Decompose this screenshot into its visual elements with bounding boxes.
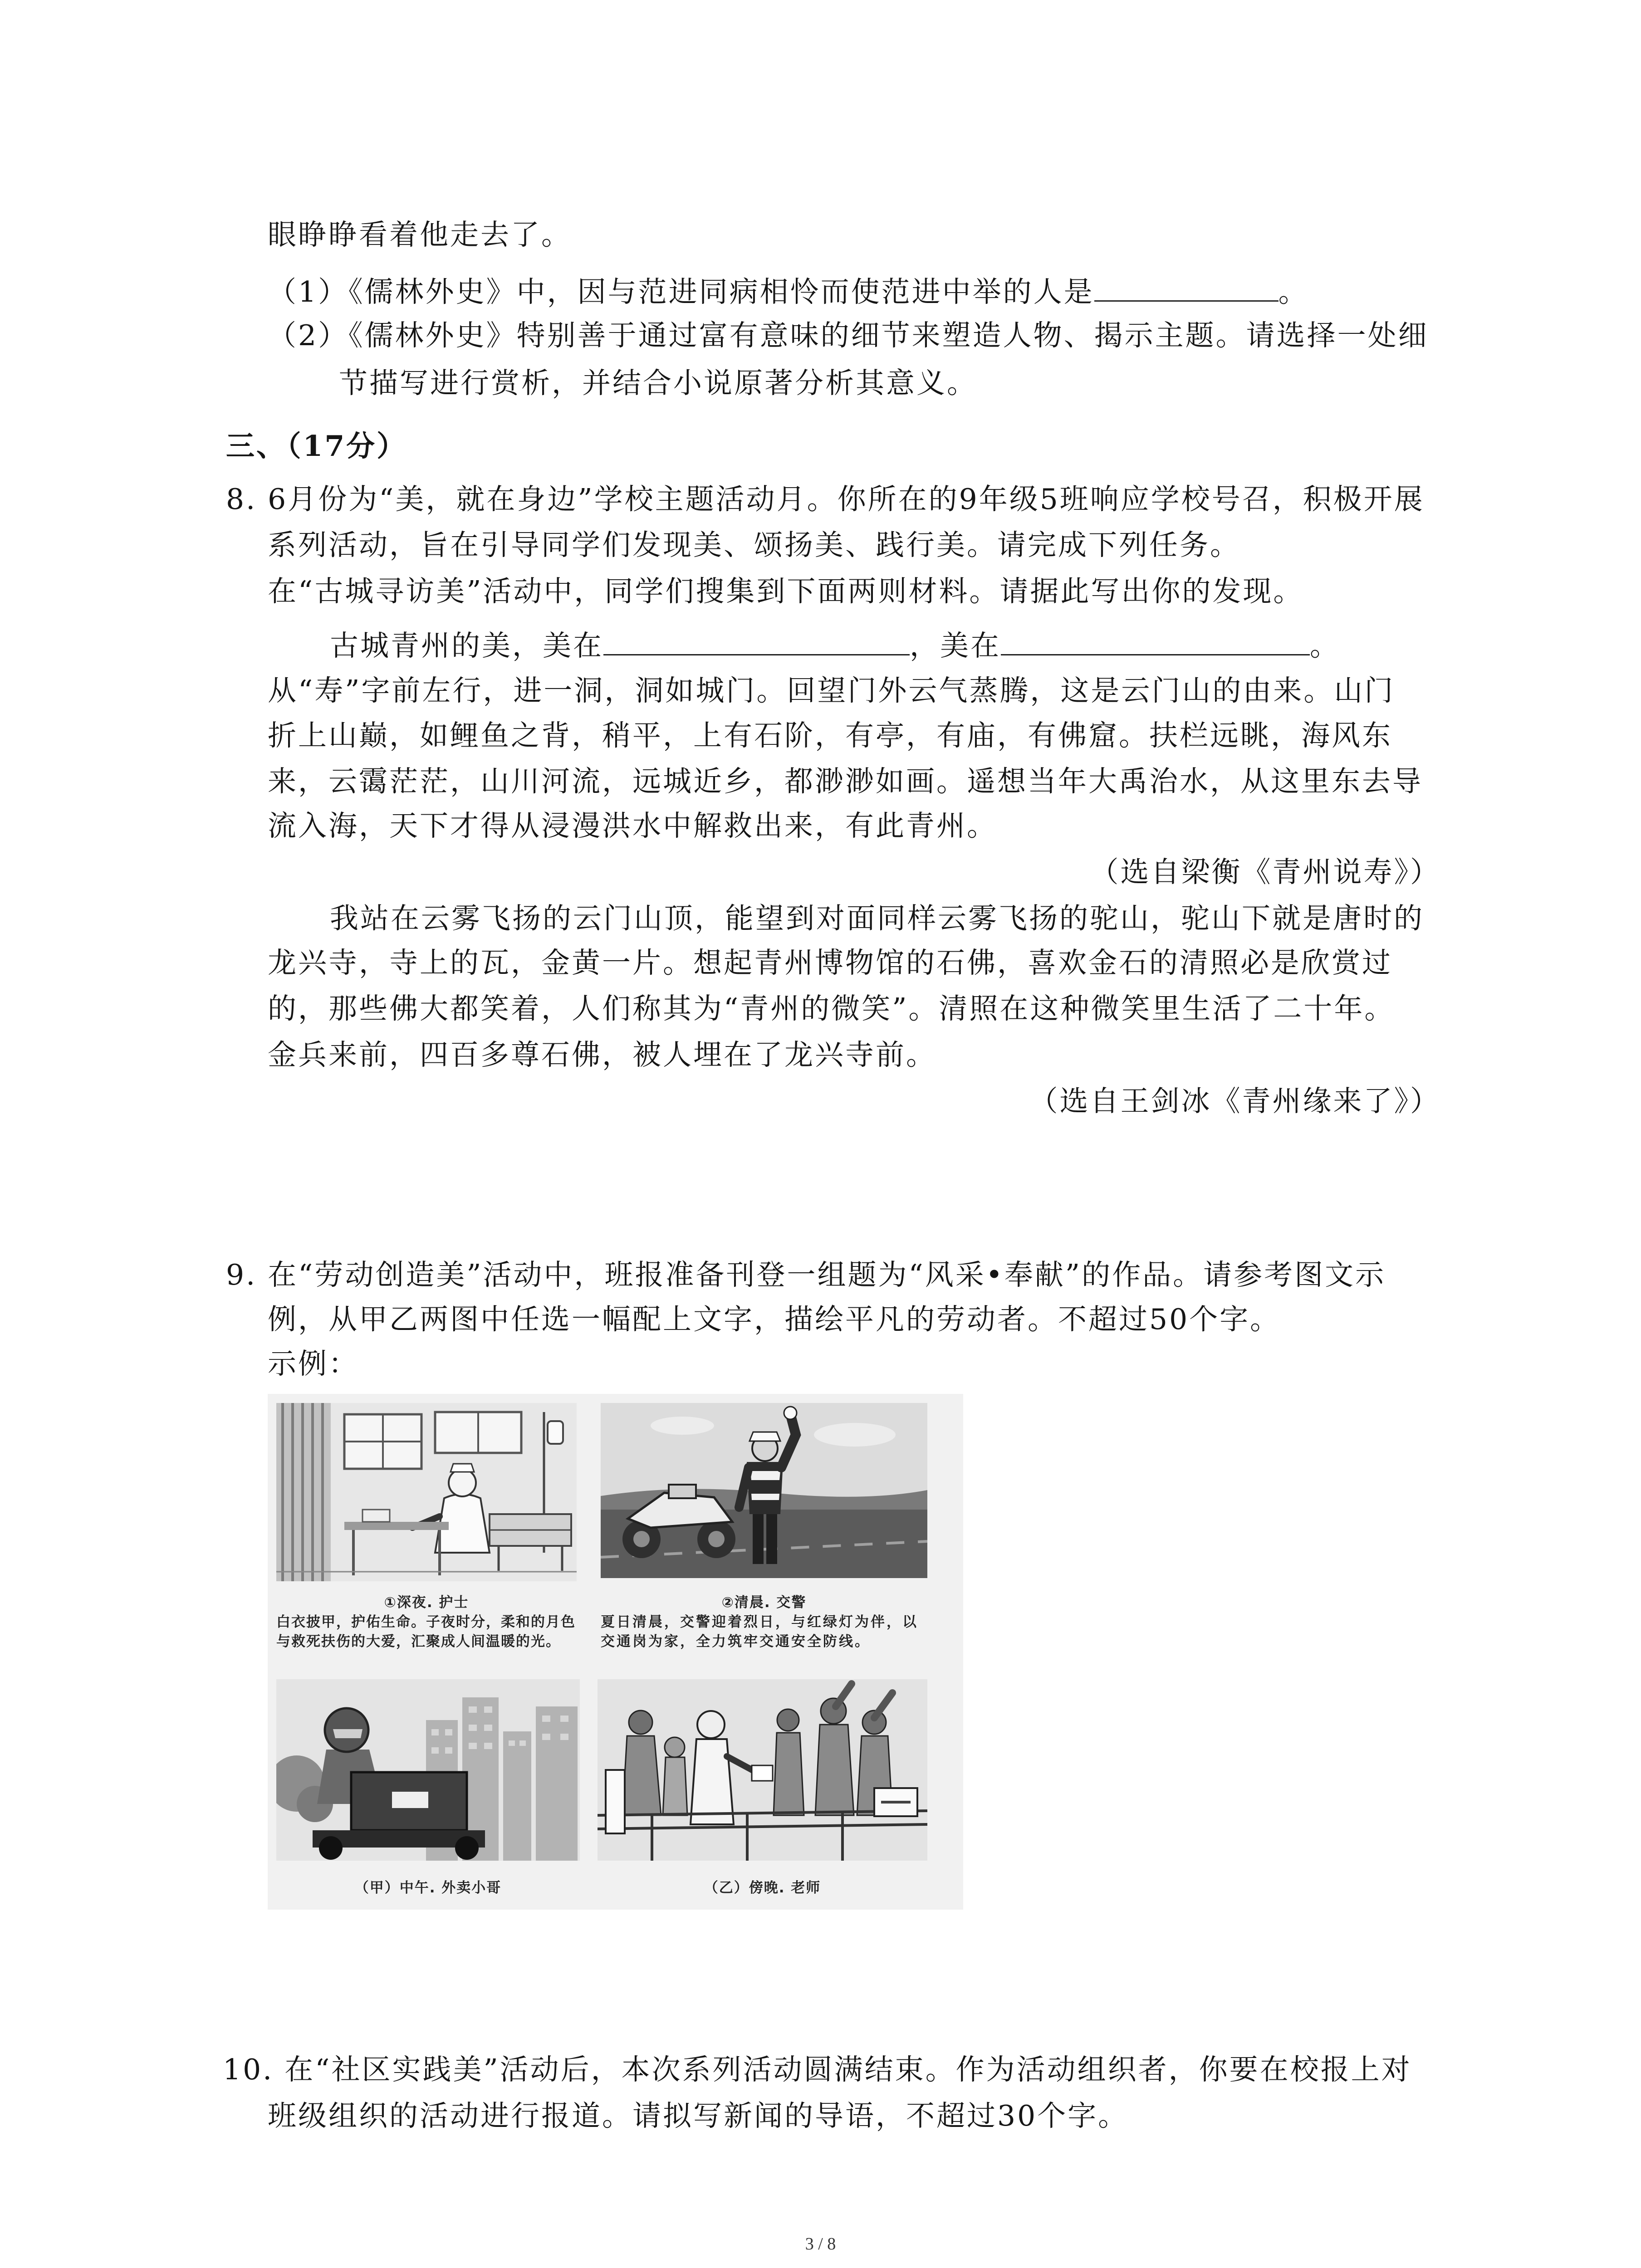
fill-prefix: 古城青州的美，美在 (330, 629, 603, 662)
q8-number: 8. (226, 483, 257, 516)
page-number: 3 / 8 (805, 2234, 836, 2253)
material1-line: 折上山巅，如鲤鱼之背，稍平，上有石阶，有亭，有庙，有佛窟。扶栏远眺，海风东 (268, 719, 1392, 752)
q8-line: 在“古城寻访美”活动中，同学们搜集到下面两则材料。请据此写出你的发现。 (268, 575, 1304, 608)
q7-sub1-text: 《儒林外史》中，因与范进同病相怜而使范进中举的人是 (348, 275, 1094, 308)
fill-middle: ，美在 (910, 629, 1001, 662)
material2-line: 我站在云雾飞扬的云门山顶，能望到对面同样云雾飞扬的驼山，驼山下就是唐时的 (330, 902, 1424, 935)
q7-sub1-end: 。 (1278, 275, 1309, 308)
panel2-caption-line: 交通岗为家，全力筑牢交通安全防线。 (601, 1633, 871, 1650)
panel1-caption-line: 白衣披甲，护佑生命。子夜时分，柔和的月色 (276, 1614, 576, 1630)
q9-line (226, 1257, 1386, 1293)
q7-sub1 (268, 273, 1309, 310)
panel2-caption-line: 夏日清晨，交警迎着烈日，与红绿灯为伴，以 (601, 1614, 918, 1630)
q8-fill-line (330, 627, 1340, 664)
q9-line: 例，从甲乙两图中任选一幅配上文字，描绘平凡的劳动者。不超过50个字。 (268, 1303, 1281, 1336)
q9-text: 在“劳动创造美”活动中，班报准备刊登一组题为“风采•奉献”的作品。请参考图文示 (268, 1258, 1386, 1291)
panel3-title: （甲）中午. 外卖小哥 (354, 1880, 502, 1896)
panel2-title: ②清晨. 交警 (721, 1594, 807, 1611)
answer-blank (603, 627, 910, 655)
q7-sub2-line (268, 318, 1429, 354)
material1-line: 流入海，天下才得从浸漫洪水中解救出来，有此青州。 (268, 809, 997, 842)
nurse-illustration (276, 1403, 577, 1581)
material1-line: 来，云霭茫茫，山川河流，远城近乡，都渺渺如画。遥想当年大禹治水，从这里东去导 (268, 765, 1423, 798)
q8-line (226, 481, 1425, 518)
teacher-illustration (598, 1679, 927, 1861)
material1-line: 从“寿”字前左行，进一洞，洞如城门。回望门外云气蒸腾，这是云门山的由来。山门 (268, 674, 1395, 707)
panel1-title: ①深夜. 护士 (384, 1594, 469, 1611)
panel4-title: （乙）傍晚. 老师 (704, 1880, 821, 1896)
material1-source: （选自梁衡《青州说寿》） (1090, 855, 1440, 889)
q7-sub1-number: （1） (268, 275, 349, 308)
material2-line: 的，那些佛大都笑着，人们称其为“青州的微笑”。清照在这种微笑里生活了二十年。 (268, 992, 1395, 1025)
fill-end: 。 (1310, 629, 1340, 662)
q10-line (223, 2052, 1412, 2088)
q7-sub2-number: （2） (268, 319, 349, 352)
q10-line: 班级组织的活动进行报道。请拟写新闻的导语，不超过30个字。 (268, 2099, 1129, 2132)
q7-sub2-line: 节描写进行赏析，并结合小说原著分析其意义。 (339, 367, 977, 400)
q7-sub2-text: 《儒林外史》特别善于通过富有意味的细节来塑造人物、揭示主题。请选择一处细 (348, 319, 1429, 352)
example-label: 示例： (268, 1347, 359, 1380)
traffic-police-illustration (601, 1403, 927, 1578)
delivery-rider-illustration (276, 1679, 580, 1861)
answer-blank (1094, 273, 1279, 302)
panel1-caption-line: 与救死扶伤的大爱，汇聚成人间温暖的光。 (276, 1633, 561, 1650)
material2-source: （选自王剑冰《青州缘来了》） (1029, 1085, 1440, 1118)
material2-line: 龙兴寺，寺上的瓦，金黄一片。想起青州博物馆的石佛，喜欢金石的清照必是欣赏过 (268, 946, 1392, 979)
passage-end-line: 眼睁睁看着他走去了。 (268, 218, 572, 251)
answer-blank (1001, 627, 1310, 655)
q9-number: 9. (226, 1258, 257, 1291)
q10-text: 在“社区实践美”活动后，本次系列活动圆满结束。作为活动组织者，你要在校报上对 (284, 2053, 1412, 2086)
example-figure (268, 1394, 963, 1910)
section-title: 三、（17分） (226, 429, 407, 463)
q8-text: 6月份为“美，就在身边”学校主题活动月。你所在的9年级5班响应学校号召，积极开展 (268, 483, 1425, 516)
material2-line: 金兵来前，四百多尊石佛，被人埋在了龙兴寺前。 (268, 1038, 936, 1071)
q8-line: 系列活动，旨在引导同学们发现美、颂扬美、践行美。请完成下列任务。 (268, 528, 1240, 562)
q10-number: 10. (223, 2053, 274, 2086)
